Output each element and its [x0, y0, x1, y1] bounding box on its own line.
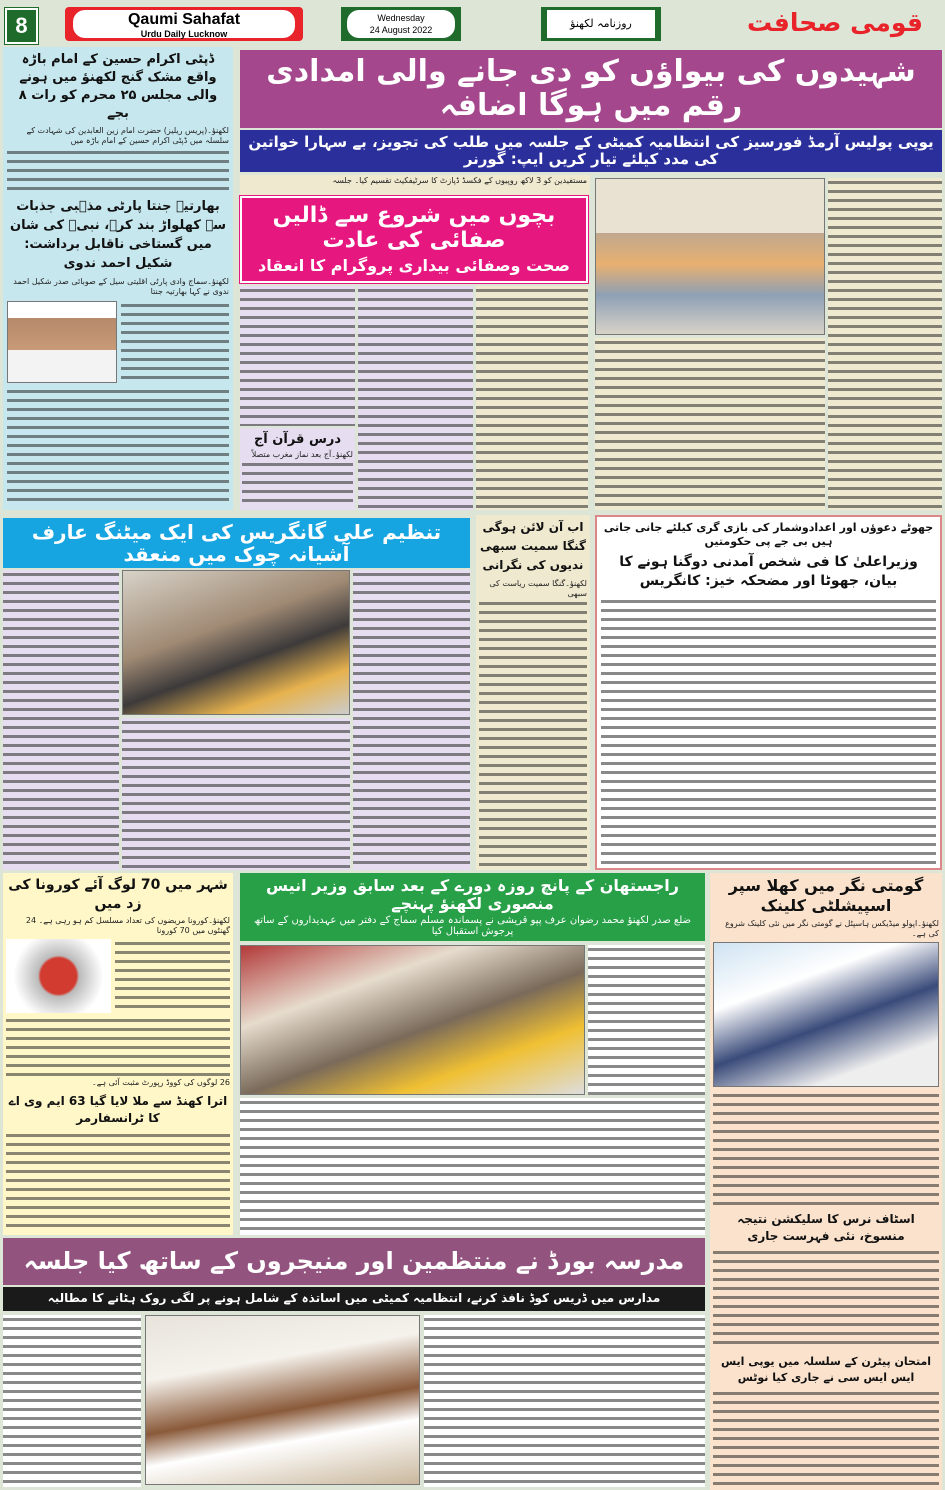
- article-tail: 26 لوگوں کی کووڈ رپورٹ مثبت آئی ہے۔: [92, 1077, 230, 1087]
- article-body-text: [828, 178, 942, 510]
- clinic-headline: گومتی نگر میں کھلا سپر اسپیشلٹی کلینک: [728, 876, 924, 915]
- article-body-text: [479, 599, 587, 867]
- article-lead: لکھنؤ۔گنگا سمیت ریاست کی سبھی: [489, 579, 587, 598]
- article-lead: لکھنؤ۔کورونا مریضوں کی تعداد مسلسل کم ہو رہی ہے۔ 24 گھنٹوں میں 70 کورونا: [25, 916, 230, 935]
- madarsa-meeting-photo: [145, 1315, 420, 1485]
- headline-majlis: ڈپٹی اکرام حسین کے امام باڑہ واقع مشک گنج لکھنؤ میں ہونے والی مجلس ۲۵ محرم کو رات ۸ بجے: [18, 52, 218, 121]
- article-body-text: [240, 286, 355, 426]
- article-body-text: [358, 286, 473, 510]
- article-lead: لکھنؤ۔(پریس ریلیز) حضرت امام زین العابدین کی شہادت کے سلسلہ میں ڈپٹی اکرام حسین کے امام باڑہ میں: [26, 126, 229, 145]
- cleanliness-headline-box: [240, 196, 588, 283]
- left-column-top: [3, 47, 233, 510]
- rajasthan-headline-box: [240, 873, 705, 941]
- masthead-subtitle: Urdu Daily Lucknow: [140, 29, 228, 39]
- congress-cm-story: [595, 515, 942, 870]
- masthead-urdu: قومی صحافت: [747, 8, 923, 37]
- article-body-text: [3, 1315, 141, 1487]
- madarsa-subheadline: مدارس میں ڈریس کوڈ نافذ کرنے، انتظامیہ کمیٹی میں اساتذہ کے شامل ہونے پر لگی روک ہٹانے کا مطالبہ: [3, 1287, 705, 1311]
- cleanliness-subheadline: صحت وصفائی بیداری پروگرام کا انعقاد: [258, 255, 570, 275]
- article-body-text: [424, 1315, 705, 1487]
- exam-headline: امتحان پیٹرن کے سلسلہ میں یوپی ایس ایس ایس سی نے جاری کیا نوٹس: [720, 1355, 932, 1385]
- article-body-text: [6, 1131, 230, 1232]
- article-body-text: [713, 1389, 939, 1487]
- coronavirus-image: [6, 939, 111, 1013]
- rajasthan-subheadline: ضلع صدر لکھنؤ محمد رضوان عرف پپو قریشی نے پسماندہ مسلم سماج کے دفتر میں عہدیداروں کے ساتھ پرجوش استقبال کیا: [253, 914, 692, 937]
- page-number-badge: 8: [5, 8, 38, 44]
- article-body-text: [601, 597, 936, 864]
- article-body-text: [588, 945, 705, 1095]
- article-lead: لکھنؤ۔آج بعد نماز مغرب متصلاً: [251, 450, 353, 459]
- article-body-text: [242, 460, 353, 508]
- article-lead: لکھنؤ۔سماج وادی پارٹی اقلیتی سیل کے صوبائی صدر شکیل احمد ندوی نے کہا بھارتیہ جنتا: [13, 276, 229, 296]
- article-body-text: [713, 1248, 939, 1350]
- date: 24 August 2022: [369, 25, 433, 35]
- article-body-text: [240, 1098, 705, 1235]
- congress-meeting-photo: [122, 570, 350, 715]
- cm-kicker: جھوٹے دعوؤں اور اعدادوشمار کی بازی گری کیلئے جانی جاتی ہیں بی جے پی حکومتیں: [603, 521, 934, 548]
- rajasthan-headline: راجستھان کے پانچ روزہ دورے کے بعد سابق وزیر انیس منصوری لکھنؤ پہنچے: [265, 875, 679, 913]
- governor-photo: [595, 178, 825, 335]
- masthead-title: Qaumi Sahafat: [127, 11, 241, 28]
- weekday: Wednesday: [377, 13, 425, 23]
- corona-headline: شہر میں 70 لوگ آئے کورونا کی زد میں: [8, 877, 228, 912]
- article-body-text: [122, 718, 350, 870]
- article-body-text: [7, 148, 229, 191]
- portrait-photo: [7, 301, 117, 383]
- article-body-text: [713, 1091, 939, 1207]
- article-body-text: [353, 570, 470, 870]
- clinic-opening-photo: [713, 942, 939, 1087]
- cleanliness-headline: بچوں میں شروع سے ڈالیں صفائی کی عادت: [272, 203, 556, 254]
- masthead-english: [65, 7, 303, 41]
- article-lead: لکھنؤ۔اپولو میڈیکس ہاسپٹل نے گومتی نگر میں نئی کلینک شروع کی ہے۔: [725, 919, 939, 938]
- article-body-text: [476, 286, 588, 510]
- transformer-headline: اترا کھنڈ سے ملا لایا گیا 63 ایم وی اے کا ٹرانسفارمر: [8, 1093, 228, 1125]
- article-body-text: [121, 301, 229, 383]
- welcome-photo: [240, 945, 585, 1095]
- date-box: [341, 7, 461, 41]
- quran-headline: درس قرآن آج: [253, 432, 342, 447]
- article-body-text: [3, 570, 119, 870]
- article-lead: مستفیدین کو 3 لاکھ روپیوں کے فکسڈ ڈپازٹ کا سرٹیفکیٹ تقسیم کیا۔ جلسہ: [332, 176, 587, 185]
- congress-meeting-headline: تنظیم علی گانگریس کی ایک میٹنگ عارف آشیانہ چوک میں منعقد: [3, 518, 470, 568]
- article-body-text: [115, 939, 230, 1013]
- main-subheadline: یوپی پولیس آرمڈ فورسیز کی انتظامیہ کمیٹی کے جلسہ میں طلب کی تجویز، بے سہارا خواتین کی مدد کیلئے تیار کریں ایپ: گورنر: [240, 130, 942, 172]
- nurse-headline: اسٹاف نرس کا سلیکشن نتیجہ منسوخ، نئی فہرست جاری: [737, 1212, 915, 1244]
- roznama-box: [541, 7, 661, 41]
- main-headline-banner: شہیدوں کی بیواؤں کو دی جانے والی امدادی رقم میں ہوگا اضافہ: [240, 50, 942, 128]
- article-body-text: [6, 1016, 230, 1078]
- headline-bjp-shakeel: بھارتیہ جنتا پارٹی مذہبی جذبات سے کھلواڑ بند کرے، نبیؐ کی شان میں گستاخی ناقابل برداشت: شکیل احمد ندوی: [10, 198, 226, 271]
- article-body-text: [595, 338, 825, 510]
- cm-headline: وزیراعلیٰ کا فی شخص آمدنی دوگنا ہونے کا بیان، جھوٹا اور مضحکہ خیز: کانگریس: [619, 554, 918, 589]
- article-body-text: [7, 387, 229, 506]
- roznama-label: روزنامہ لکھنؤ: [547, 10, 655, 38]
- ganga-headline: اب آن لائن ہوگی گنگا سمیت سبھی ندیوں کی نگرانی: [480, 520, 586, 572]
- madarsa-headline: مدرسہ بورڈ نے منتظمین اور منیجروں کے ساتھ کیا جلسہ: [3, 1238, 705, 1285]
